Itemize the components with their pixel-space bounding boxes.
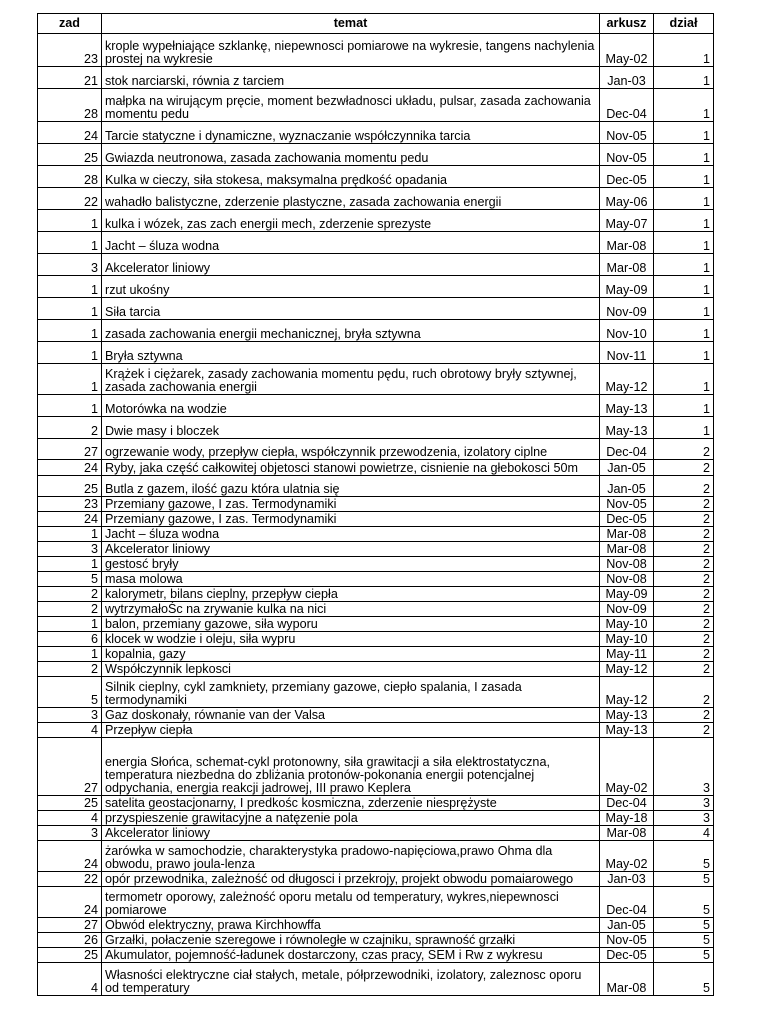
- cell-zad: 1: [38, 395, 102, 417]
- cell-dzial: 2: [654, 439, 714, 460]
- table-row: [38, 512, 714, 527]
- cell-dzial: 5: [654, 963, 714, 996]
- cell-zad: 22: [38, 188, 102, 210]
- cell-temat: kulka i wózek, zas zach energii mech, zderzenie sprezyste: [102, 210, 600, 232]
- cell-temat: Krążek i ciężarek, zasady zachowania momentu pędu, ruch obrotowy bryły sztywnej, zasada zachowania energii: [102, 364, 600, 395]
- header-row: [38, 14, 714, 34]
- cell-arkusz: May-11: [600, 647, 654, 662]
- cell-dzial: 3: [654, 811, 714, 826]
- cell-zad: 1: [38, 617, 102, 632]
- table-row: [38, 632, 714, 647]
- cell-arkusz: May-09: [600, 587, 654, 602]
- cell-temat: Motorówka na wodzie: [102, 395, 600, 417]
- table-row: [38, 188, 714, 210]
- table-row: [38, 34, 714, 67]
- table-row: [38, 254, 714, 276]
- cell-dzial: 2: [654, 632, 714, 647]
- cell-temat: Obwód elektryczny, prawa Kirchhowffa: [102, 918, 600, 933]
- cell-temat: małpka na wirującym pręcie, moment bezwładnosci układu, pulsar, zasada zachowania momentu pedu: [102, 89, 600, 122]
- cell-dzial: 2: [654, 723, 714, 738]
- cell-arkusz: May-18: [600, 811, 654, 826]
- table-row: [38, 602, 714, 617]
- cell-zad: 1: [38, 647, 102, 662]
- table-row: [38, 395, 714, 417]
- topics-table: [37, 13, 714, 996]
- cell-arkusz: Dec-04: [600, 887, 654, 918]
- cell-temat: kopalnia, gazy: [102, 647, 600, 662]
- cell-zad: 4: [38, 723, 102, 738]
- table-row: [38, 232, 714, 254]
- cell-dzial: 1: [654, 254, 714, 276]
- table-row: [38, 647, 714, 662]
- cell-temat: balon, przemiany gazowe, siła wyporu: [102, 617, 600, 632]
- cell-dzial: 2: [654, 527, 714, 542]
- cell-dzial: 5: [654, 918, 714, 933]
- table-row: [38, 587, 714, 602]
- cell-dzial: 1: [654, 34, 714, 67]
- cell-temat: wytrzymałoŚc na zrywanie kulka na nici: [102, 602, 600, 617]
- cell-dzial: 2: [654, 647, 714, 662]
- cell-arkusz: May-09: [600, 276, 654, 298]
- cell-arkusz: Mar-08: [600, 232, 654, 254]
- cell-zad: 25: [38, 144, 102, 166]
- table-row: [38, 476, 714, 497]
- cell-arkusz: May-13: [600, 417, 654, 439]
- cell-zad: 28: [38, 89, 102, 122]
- cell-zad: 4: [38, 963, 102, 996]
- cell-zad: 1: [38, 210, 102, 232]
- cell-arkusz: May-12: [600, 662, 654, 677]
- cell-arkusz: Dec-04: [600, 439, 654, 460]
- cell-arkusz: Jan-05: [600, 476, 654, 497]
- cell-dzial: 2: [654, 557, 714, 572]
- cell-arkusz: Nov-05: [600, 144, 654, 166]
- table-row: [38, 497, 714, 512]
- cell-arkusz: Nov-05: [600, 122, 654, 144]
- column-header-zad: zad: [38, 14, 102, 34]
- table-row: [38, 572, 714, 587]
- table-row: [38, 527, 714, 542]
- cell-temat: przyspieszenie grawitacyjne a natęzenie pola: [102, 811, 600, 826]
- cell-dzial: 2: [654, 512, 714, 527]
- cell-dzial: 1: [654, 144, 714, 166]
- cell-temat: wahadło balistyczne, zderzenie plastyczne, zasada zachowania energii: [102, 188, 600, 210]
- cell-zad: 23: [38, 34, 102, 67]
- table-row: [38, 841, 714, 872]
- cell-dzial: 1: [654, 417, 714, 439]
- cell-arkusz: Nov-11: [600, 342, 654, 364]
- cell-arkusz: Dec-05: [600, 166, 654, 188]
- table-row: [38, 67, 714, 89]
- cell-zad: 26: [38, 933, 102, 948]
- cell-dzial: 5: [654, 948, 714, 963]
- cell-zad: 1: [38, 364, 102, 395]
- cell-zad: 3: [38, 542, 102, 557]
- cell-arkusz: Mar-08: [600, 254, 654, 276]
- cell-arkusz: May-02: [600, 841, 654, 872]
- cell-arkusz: Jan-03: [600, 67, 654, 89]
- table-row: [38, 918, 714, 933]
- table-body: [38, 34, 714, 996]
- cell-zad: 1: [38, 320, 102, 342]
- cell-arkusz: May-12: [600, 677, 654, 708]
- cell-arkusz: Jan-03: [600, 872, 654, 887]
- cell-temat: Ryby, jaka część całkowitej objetosci stanowi powietrze, cisnienie na głebokosci 50m: [102, 460, 600, 476]
- cell-zad: 27: [38, 439, 102, 460]
- cell-arkusz: May-07: [600, 210, 654, 232]
- cell-arkusz: Dec-05: [600, 948, 654, 963]
- cell-temat: gestosć bryły: [102, 557, 600, 572]
- cell-zad: 3: [38, 826, 102, 841]
- cell-temat: Kulka w cieczy, siła stokesa, maksymalna prędkość opadania: [102, 166, 600, 188]
- cell-zad: 27: [38, 918, 102, 933]
- cell-temat: Tarcie statyczne i dynamiczne, wyznaczanie współczynnika tarcia: [102, 122, 600, 144]
- cell-zad: 28: [38, 166, 102, 188]
- cell-arkusz: Jan-05: [600, 460, 654, 476]
- cell-temat: Akcelerator liniowy: [102, 826, 600, 841]
- cell-dzial: 1: [654, 67, 714, 89]
- table-row: [38, 933, 714, 948]
- cell-temat: kalorymetr, bilans cieplny, przepływ ciepła: [102, 587, 600, 602]
- cell-temat: Dwie masy i bloczek: [102, 417, 600, 439]
- cell-arkusz: Nov-09: [600, 602, 654, 617]
- cell-temat: krople wypełniające szklankę, niepewnosci pomiarowe na wykresie, tangens nachylenia prostej na wykresie: [102, 34, 600, 67]
- cell-arkusz: May-12: [600, 364, 654, 395]
- column-header-temat: temat: [102, 14, 600, 34]
- cell-dzial: 2: [654, 497, 714, 512]
- table-row: [38, 826, 714, 841]
- cell-arkusz: Nov-05: [600, 497, 654, 512]
- cell-arkusz: Jan-05: [600, 918, 654, 933]
- cell-temat: żarówka w samochodzie, charakterystyka pradowo-napięciowa,prawo Ohma dla obwodu, prawo joula-lenza: [102, 841, 600, 872]
- cell-zad: 27: [38, 738, 102, 796]
- cell-zad: 24: [38, 512, 102, 527]
- cell-temat: Współczynnik lepkosci: [102, 662, 600, 677]
- cell-zad: 24: [38, 887, 102, 918]
- table-row: [38, 320, 714, 342]
- cell-dzial: 1: [654, 342, 714, 364]
- cell-arkusz: Nov-10: [600, 320, 654, 342]
- cell-dzial: 3: [654, 796, 714, 811]
- cell-temat: Akcelerator liniowy: [102, 542, 600, 557]
- cell-temat: masa molowa: [102, 572, 600, 587]
- table-row: [38, 948, 714, 963]
- cell-arkusz: May-10: [600, 632, 654, 647]
- cell-dzial: 3: [654, 738, 714, 796]
- cell-temat: Jacht – śluza wodna: [102, 527, 600, 542]
- cell-zad: 24: [38, 122, 102, 144]
- cell-temat: zasada zachowania energii mechanicznej, bryła sztywna: [102, 320, 600, 342]
- cell-temat: Przepływ ciepła: [102, 723, 600, 738]
- cell-arkusz: May-10: [600, 617, 654, 632]
- cell-zad: 6: [38, 632, 102, 647]
- cell-dzial: 1: [654, 210, 714, 232]
- cell-dzial: 2: [654, 662, 714, 677]
- cell-dzial: 2: [654, 460, 714, 476]
- cell-temat: Własności elektryczne ciał stałych, metale, półprzewodniki, izolatory, zaleznosc oporu od temperatury: [102, 963, 600, 996]
- cell-temat: Butla z gazem, ilość gazu która ulatnia się: [102, 476, 600, 497]
- table-row: [38, 887, 714, 918]
- table-row: [38, 210, 714, 232]
- table-row: [38, 439, 714, 460]
- table-row: [38, 542, 714, 557]
- cell-dzial: 5: [654, 933, 714, 948]
- cell-zad: 23: [38, 497, 102, 512]
- cell-arkusz: May-13: [600, 723, 654, 738]
- table-row: [38, 617, 714, 632]
- cell-dzial: 1: [654, 166, 714, 188]
- cell-arkusz: Nov-09: [600, 298, 654, 320]
- table-row: [38, 708, 714, 723]
- cell-arkusz: Mar-08: [600, 542, 654, 557]
- cell-zad: 3: [38, 708, 102, 723]
- cell-dzial: 5: [654, 887, 714, 918]
- cell-zad: 1: [38, 527, 102, 542]
- cell-zad: 25: [38, 796, 102, 811]
- cell-arkusz: Dec-04: [600, 796, 654, 811]
- cell-temat: Bryła sztywna: [102, 342, 600, 364]
- table-row: [38, 144, 714, 166]
- cell-dzial: 1: [654, 298, 714, 320]
- cell-temat: Jacht – śluza wodna: [102, 232, 600, 254]
- cell-zad: 1: [38, 342, 102, 364]
- cell-arkusz: May-13: [600, 395, 654, 417]
- cell-temat: Gwiazda neutronowa, zasada zachowania momentu pedu: [102, 144, 600, 166]
- cell-temat: ogrzewanie wody, przepływ ciepła, współczynnik przewodzenia, izolatory ciplne: [102, 439, 600, 460]
- table-row: [38, 342, 714, 364]
- cell-temat: rzut ukośny: [102, 276, 600, 298]
- table-row: [38, 723, 714, 738]
- table-row: [38, 417, 714, 439]
- cell-temat: Silnik cieplny, cykl zamkniety, przemiany gazowe, ciepło spalania, I zasada termodynamiki: [102, 677, 600, 708]
- cell-temat: Akcelerator liniowy: [102, 254, 600, 276]
- table-row: [38, 460, 714, 476]
- table-row: [38, 872, 714, 887]
- cell-dzial: 1: [654, 232, 714, 254]
- cell-temat: Siła tarcia: [102, 298, 600, 320]
- cell-zad: 24: [38, 460, 102, 476]
- cell-zad: 2: [38, 417, 102, 439]
- cell-zad: 25: [38, 476, 102, 497]
- cell-temat: termometr oporowy, zależność oporu metalu od temperatury, wykres,niepewnosci pomiarowe: [102, 887, 600, 918]
- table-row: [38, 677, 714, 708]
- cell-arkusz: May-02: [600, 34, 654, 67]
- cell-zad: 24: [38, 841, 102, 872]
- cell-dzial: 2: [654, 602, 714, 617]
- cell-arkusz: Dec-04: [600, 89, 654, 122]
- cell-zad: 2: [38, 602, 102, 617]
- cell-zad: 5: [38, 572, 102, 587]
- cell-temat: Przemiany gazowe, I zas. Termodynamiki: [102, 497, 600, 512]
- cell-dzial: 4: [654, 826, 714, 841]
- cell-temat: satelita geostacjonarny, I predkośc kosmiczna, zderzenie niesprężyste: [102, 796, 600, 811]
- cell-zad: 21: [38, 67, 102, 89]
- cell-temat: klocek w wodzie i oleju, siła wypru: [102, 632, 600, 647]
- table-row: [38, 796, 714, 811]
- cell-temat: Przemiany gazowe, I zas. Termodynamiki: [102, 512, 600, 527]
- cell-arkusz: Dec-05: [600, 512, 654, 527]
- cell-arkusz: May-13: [600, 708, 654, 723]
- cell-dzial: 5: [654, 872, 714, 887]
- table-row: [38, 662, 714, 677]
- cell-zad: 1: [38, 298, 102, 320]
- cell-dzial: 1: [654, 364, 714, 395]
- table-row: [38, 557, 714, 572]
- cell-dzial: 2: [654, 617, 714, 632]
- column-header-arkusz: arkusz: [600, 14, 654, 34]
- cell-dzial: 1: [654, 320, 714, 342]
- cell-dzial: 1: [654, 89, 714, 122]
- cell-zad: 4: [38, 811, 102, 826]
- cell-temat: stok narciarski, równia z tarciem: [102, 67, 600, 89]
- table-row: [38, 89, 714, 122]
- cell-arkusz: May-06: [600, 188, 654, 210]
- cell-temat: Gaz doskonały, równanie van der Valsa: [102, 708, 600, 723]
- cell-zad: 22: [38, 872, 102, 887]
- cell-dzial: 2: [654, 572, 714, 587]
- cell-temat: Grzałki, połaczenie szeregowe i równoległe w czajniku, sprawność grzałki: [102, 933, 600, 948]
- cell-temat: energia Słońca, schemat-cykl protonowny, siła grawitacji a siła elektrostatyczna, temperatura niezbedna do zbliżania protonów-pokonania energii potencjalnej odpychania, energia reakcji jadrowej, III prawo Keplera: [102, 738, 600, 796]
- table-row: [38, 364, 714, 395]
- cell-zad: 2: [38, 587, 102, 602]
- table-row: [38, 122, 714, 144]
- table-row: [38, 811, 714, 826]
- cell-zad: 1: [38, 276, 102, 298]
- cell-dzial: 1: [654, 122, 714, 144]
- cell-dzial: 2: [654, 587, 714, 602]
- cell-dzial: 2: [654, 476, 714, 497]
- cell-zad: 1: [38, 557, 102, 572]
- table-row: [38, 276, 714, 298]
- table-row: [38, 738, 714, 796]
- cell-dzial: 2: [654, 677, 714, 708]
- table-row: [38, 963, 714, 996]
- cell-temat: Akumulator, pojemność-ładunek dostarczony, czas pracy, SEM i Rw z wykresu: [102, 948, 600, 963]
- cell-arkusz: May-02: [600, 738, 654, 796]
- cell-temat: opór przewodnika, zależność od długosci i przekrojy, projekt obwodu pomaiarowego: [102, 872, 600, 887]
- cell-zad: 2: [38, 662, 102, 677]
- cell-dzial: 1: [654, 188, 714, 210]
- cell-dzial: 2: [654, 708, 714, 723]
- cell-arkusz: Nov-05: [600, 933, 654, 948]
- cell-dzial: 5: [654, 841, 714, 872]
- cell-arkusz: Mar-08: [600, 963, 654, 996]
- cell-zad: 5: [38, 677, 102, 708]
- cell-zad: 1: [38, 232, 102, 254]
- cell-arkusz: Mar-08: [600, 527, 654, 542]
- cell-dzial: 1: [654, 395, 714, 417]
- cell-zad: 25: [38, 948, 102, 963]
- table-row: [38, 298, 714, 320]
- cell-dzial: 2: [654, 542, 714, 557]
- cell-arkusz: Mar-08: [600, 826, 654, 841]
- column-header-dzial: dział: [654, 14, 714, 34]
- table-row: [38, 166, 714, 188]
- cell-arkusz: Nov-08: [600, 557, 654, 572]
- cell-arkusz: Nov-08: [600, 572, 654, 587]
- cell-dzial: 1: [654, 276, 714, 298]
- cell-zad: 3: [38, 254, 102, 276]
